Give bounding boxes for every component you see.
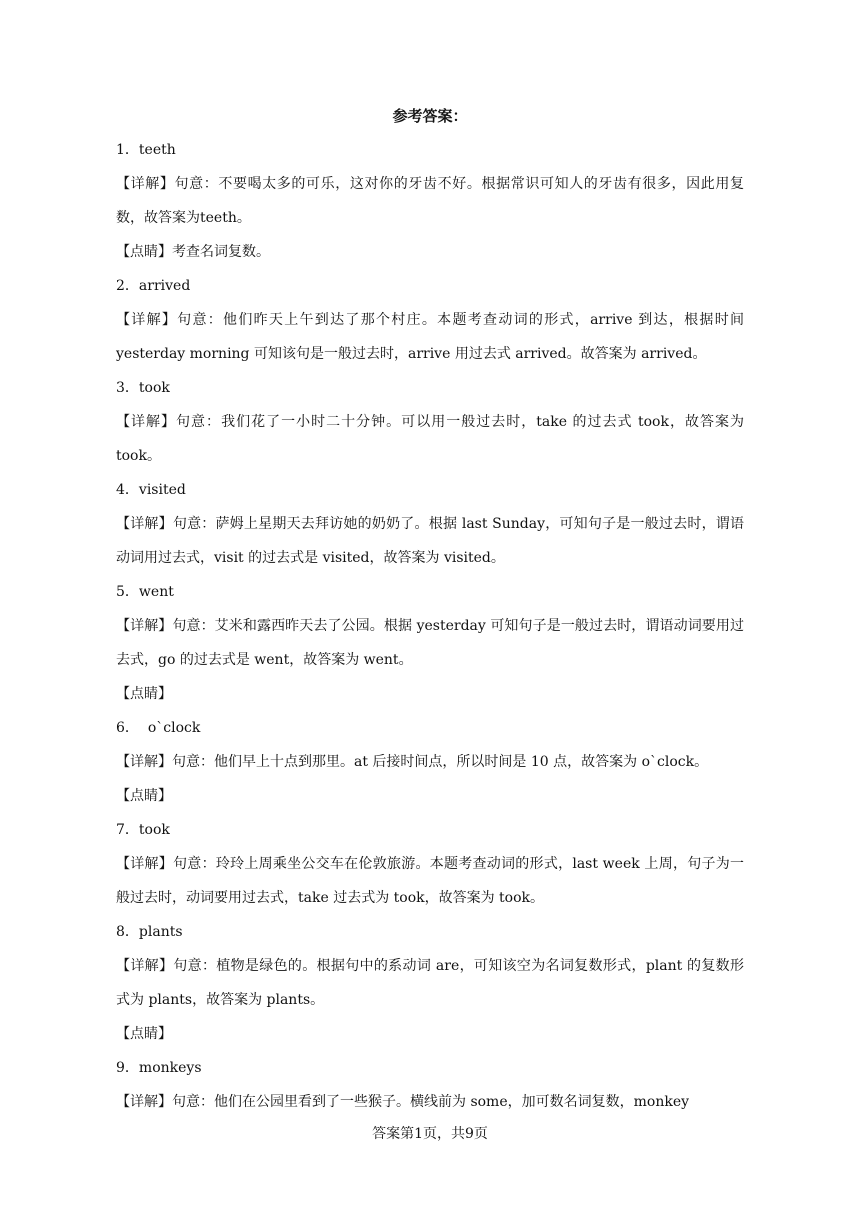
answer-word: monkeys	[138, 1060, 202, 1076]
answer-heading	[116, 269, 744, 303]
answer-word: o`clock	[138, 720, 201, 736]
answer-item	[116, 1051, 744, 1119]
answer-tip: 【点睛】	[116, 788, 172, 804]
answer-number: 7．	[116, 822, 139, 838]
answer-heading	[116, 473, 744, 507]
answer-heading	[116, 915, 744, 949]
answer-detail: 【详解】句意：植物是绿色的。根据句中的系动词 are，可知该空为名词复数形式，plant 的复数形式为 plants，故答案为 plants。	[116, 958, 744, 1008]
answer-tip: 【点睛】	[116, 686, 172, 702]
answer-detail: 【详解】句意：艾米和露西昨天去了公园。根据 yesterday 可知句子是一般过去时，谓语动词要用过去式，go 的过去式是 went，故答案为 went。	[116, 618, 744, 668]
answer-item	[116, 473, 744, 575]
answer-tip: 【点睛】考查名词复数。	[116, 244, 270, 260]
answer-item	[116, 575, 744, 711]
answer-number: 1．	[116, 142, 139, 158]
answer-word: took	[138, 822, 170, 838]
answer-heading	[116, 133, 744, 167]
answer-number: 8．	[116, 924, 139, 940]
answer-detail: 【详解】句意：萨姆上星期天去拜访她的奶奶了。根据 last Sunday，可知句子是一般过去时，谓语动词用过去式，visit 的过去式是 visited，故答案为 visited。	[116, 516, 744, 566]
answer-heading	[116, 1051, 744, 1085]
answer-number: 5．	[116, 584, 139, 600]
answer-word: went	[138, 584, 174, 600]
answer-number: 3．	[116, 380, 139, 396]
answer-heading	[116, 371, 744, 405]
answer-number: 2．	[116, 278, 139, 294]
answer-heading	[116, 575, 744, 609]
answer-detail: 【详解】句意：玲玲上周乘坐公交车在伦敦旅游。本题考查动词的形式，last week 上周，句子为一般过去时，动词要用过去式，take 过去式为 took，故答案为 took。	[116, 856, 744, 906]
answer-item	[116, 915, 744, 1051]
page-title: 参考答案：	[392, 107, 468, 125]
answer-item	[116, 269, 744, 371]
answer-tip: 【点睛】	[116, 1026, 172, 1042]
answer-item	[116, 371, 744, 473]
answer-item	[116, 133, 744, 269]
answer-word: plants	[138, 924, 183, 940]
page-footer: 答案第1页，共9页	[372, 1126, 488, 1142]
answer-word: teeth	[138, 142, 176, 158]
answer-item	[116, 813, 744, 915]
answer-detail: 【详解】句意：我们花了一小时二十分钟。可以用一般过去时，take 的过去式 took，故答案为 took。	[116, 414, 744, 464]
answer-detail: 【详解】句意：他们早上十点到那里。at 后接时间点，所以时间是 10 点，故答案为 o`clock。	[116, 754, 709, 770]
answer-detail: 【详解】句意：他们在公园里看到了一些猴子。横线前为 some，加可数名词复数，monkey	[116, 1094, 690, 1110]
answer-detail: 【详解】句意：不要喝太多的可乐，这对你的牙齿不好。根据常识可知人的牙齿有很多，因此用复数，故答案为teeth。	[116, 176, 744, 226]
answer-word: arrived	[138, 278, 191, 294]
answer-number: 6．	[116, 720, 139, 736]
answer-number: 9．	[116, 1060, 139, 1076]
answer-word: visited	[138, 482, 186, 498]
answer-item	[116, 711, 744, 813]
answer-number: 4．	[116, 482, 139, 498]
answer-heading	[116, 813, 744, 847]
answer-heading	[116, 711, 744, 745]
answer-list	[116, 133, 744, 1119]
answer-word: took	[138, 380, 170, 396]
answer-detail: 【详解】句意：他们昨天上午到达了那个村庄。本题考查动词的形式，arrive 到达，根据时间 yesterday morning 可知该句是一般过去时，arrive 用过去式 arrived。故答案为 arrived。	[116, 312, 744, 362]
